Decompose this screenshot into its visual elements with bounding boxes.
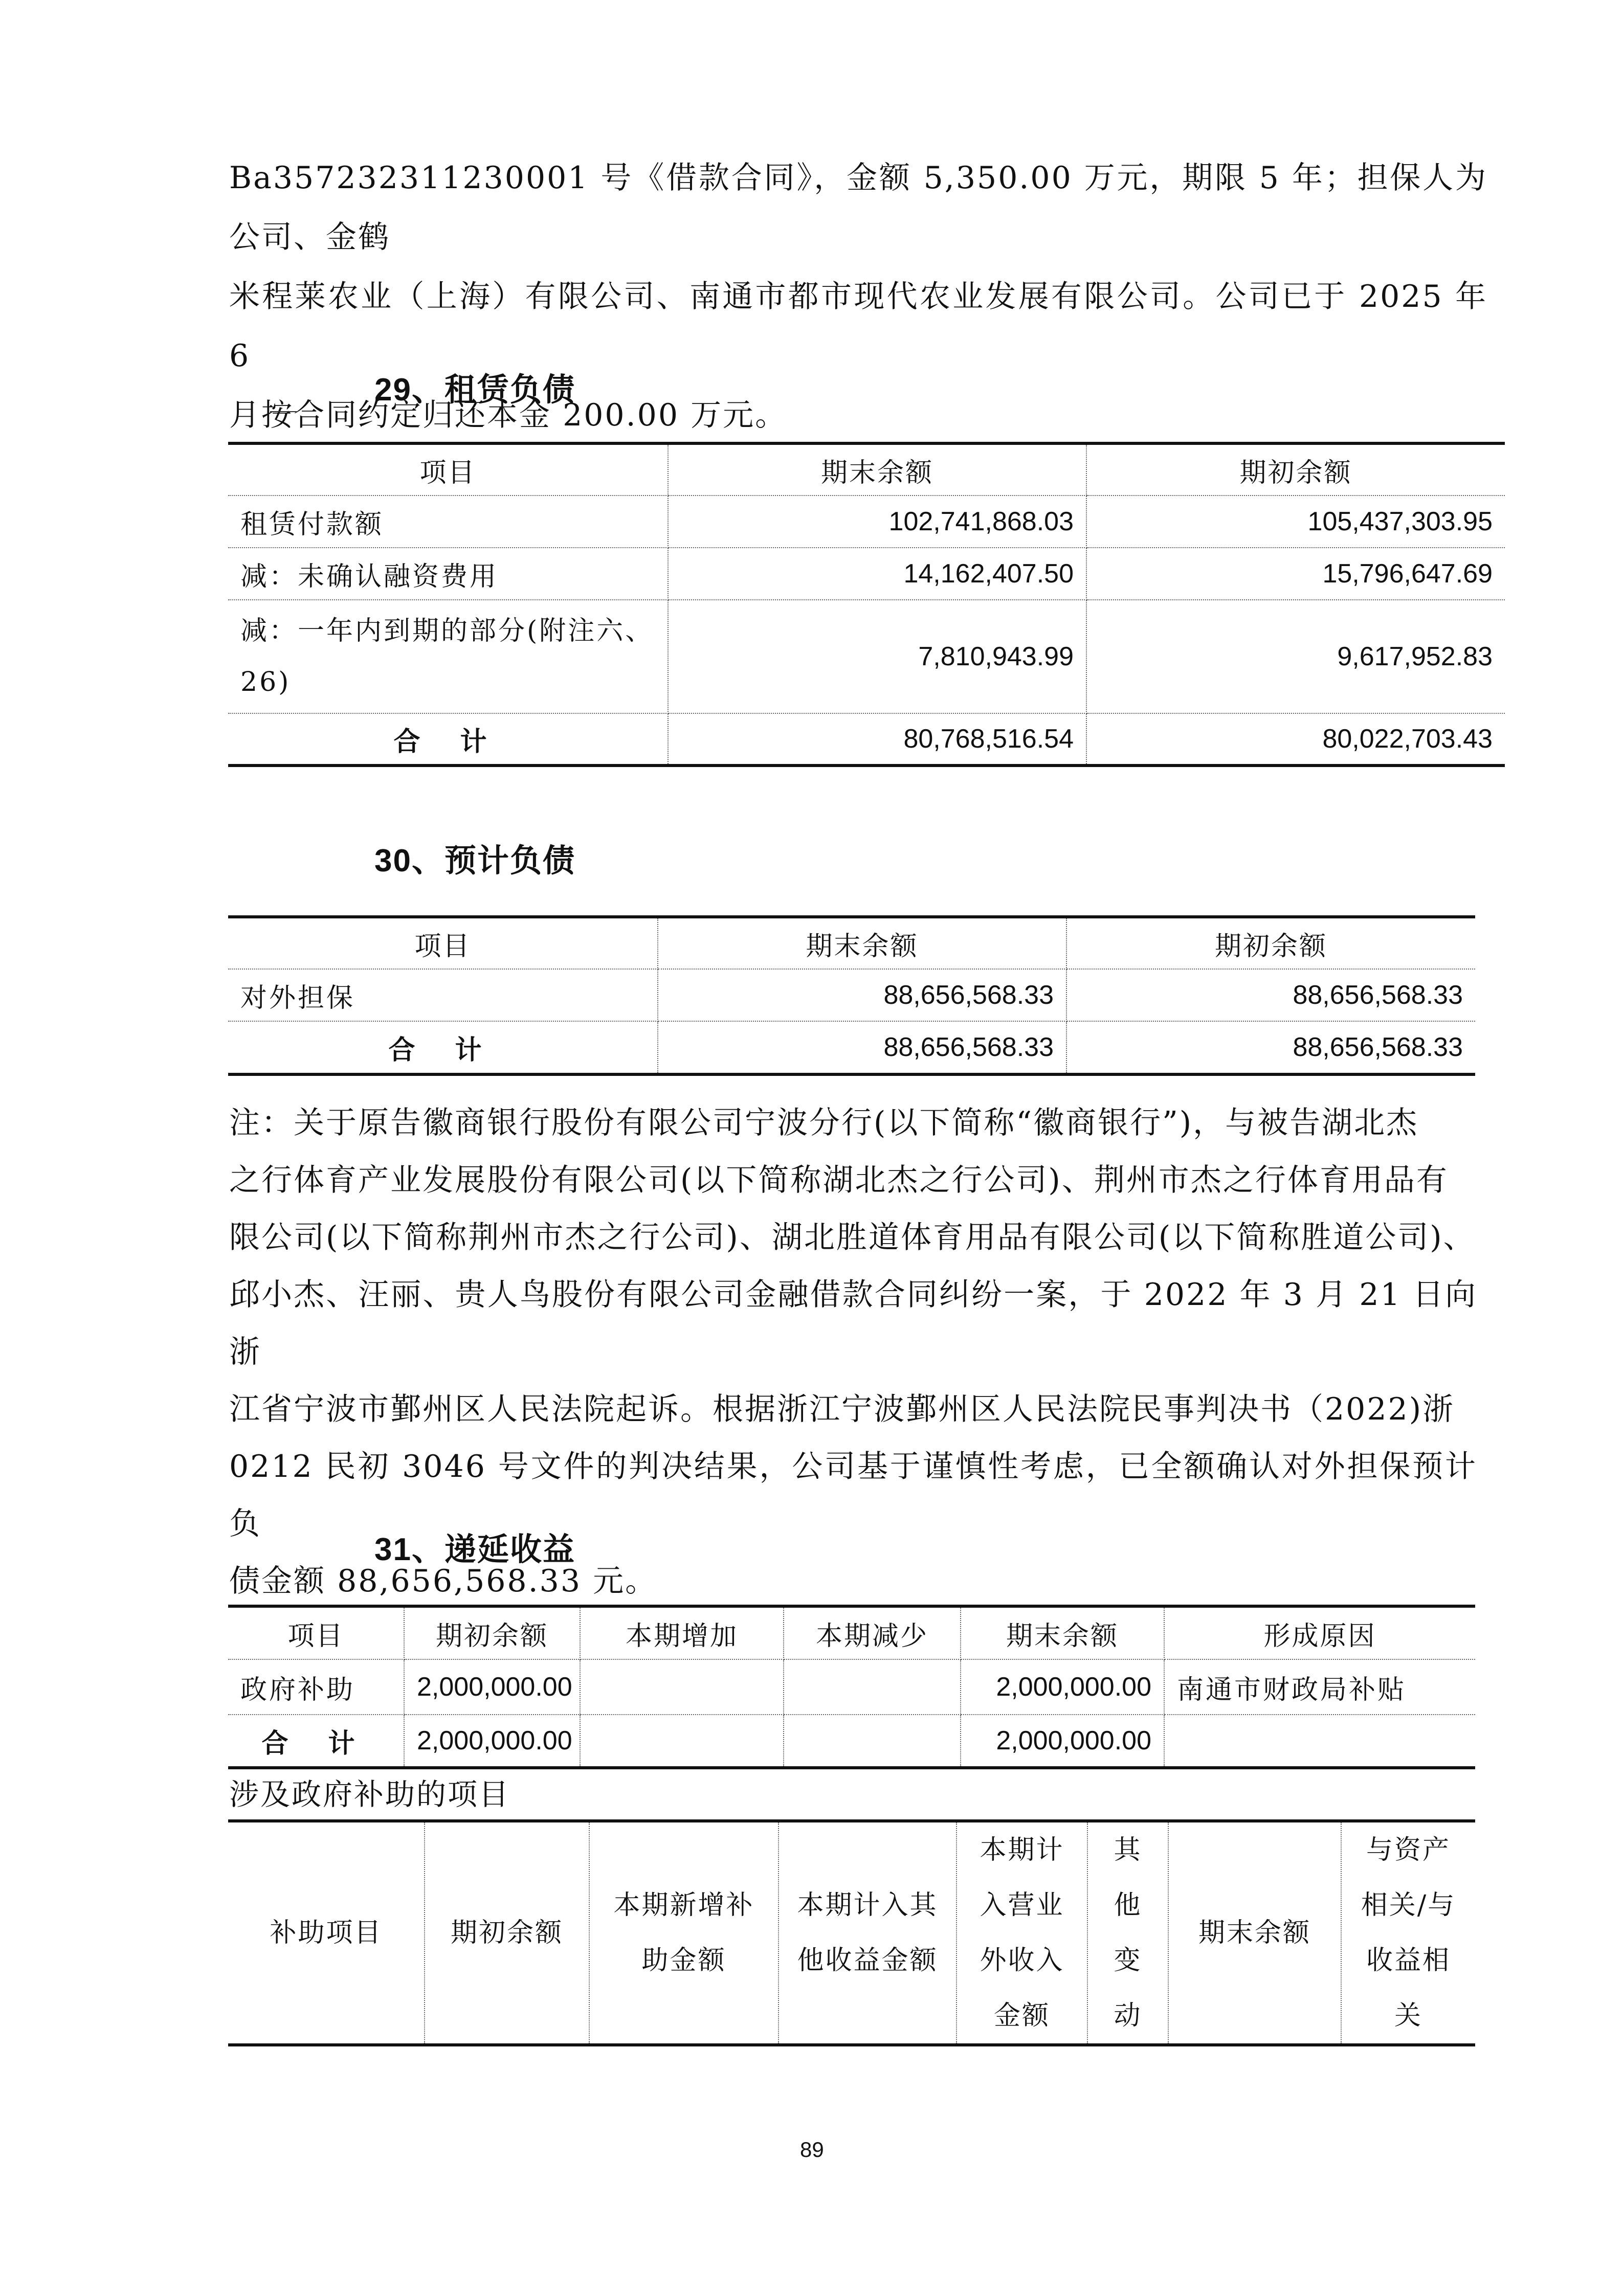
total-label: 合 计 bbox=[228, 1715, 404, 1768]
total-begin-balance: 88,656,568.33 bbox=[1066, 1021, 1475, 1074]
estimated-liability-table bbox=[228, 915, 1475, 1076]
total-end-balance: 88,656,568.33 bbox=[658, 1021, 1066, 1074]
section-30-title: 30、预计负债 bbox=[374, 843, 575, 879]
lease-liability-table bbox=[228, 442, 1505, 767]
total-end-balance: 80,768,516.54 bbox=[668, 713, 1086, 766]
note-line: 注：关于原告徽商银行股份有限公司宁波分行(以下简称“徽商银行”)，与被告湖北杰 bbox=[229, 1105, 1419, 1141]
cell-begin-balance: 2,000,000.00 bbox=[404, 1659, 580, 1715]
cell-end-balance: 7,810,943.99 bbox=[668, 600, 1086, 713]
cell-decrease bbox=[784, 1659, 961, 1715]
cell-end-balance: 88,656,568.33 bbox=[658, 969, 1066, 1021]
col-header-end-balance: 期末余额 bbox=[961, 1606, 1164, 1659]
cell-end-balance: 14,162,407.50 bbox=[668, 548, 1086, 600]
col-header-begin-balance: 期初余额 bbox=[1066, 917, 1475, 969]
total-end-balance: 2,000,000.00 bbox=[961, 1715, 1164, 1768]
col-header-item: 项目 bbox=[228, 917, 658, 969]
col-header-begin-balance: 期初余额 bbox=[1086, 443, 1505, 496]
note-line: 债金额 88,656,568.33 元。 bbox=[229, 1563, 658, 1599]
page-number: 89 bbox=[800, 2137, 824, 2162]
note-line: 江省宁波市鄞州区人民法院起诉。根据浙江宁波鄞州区人民法院民事判决书（2022)浙 bbox=[229, 1391, 1455, 1427]
total-begin-balance: 2,000,000.00 bbox=[404, 1715, 580, 1768]
deferred-income-table bbox=[228, 1605, 1475, 1769]
col-header-end-balance: 期末余额 bbox=[1168, 1821, 1341, 2045]
note-line: 邱小杰、汪丽、贵人鸟股份有限公司金融借款合同纠纷一案，于 2022 年 3 月 21 日向浙 bbox=[229, 1277, 1477, 1370]
cell-end-balance: 102,741,868.03 bbox=[668, 496, 1086, 548]
row-label: 租赁付款额 bbox=[228, 496, 668, 548]
col-header-reason: 形成原因 bbox=[1164, 1606, 1475, 1659]
col-header-non-operating-income: 本期计入营业外收入金额 bbox=[956, 1821, 1087, 2045]
cell-begin-balance: 15,796,647.69 bbox=[1086, 548, 1505, 600]
cell-begin-balance: 88,656,568.33 bbox=[1066, 969, 1475, 1021]
total-reason bbox=[1164, 1715, 1475, 1768]
divider-mark bbox=[270, 411, 297, 412]
note-line: 之行体育产业发展股份有限公司(以下简称湖北杰之行公司)、荆州市杰之行体育用品有 bbox=[229, 1162, 1449, 1198]
total-label: 合 计 bbox=[228, 713, 668, 766]
note-line: 0212 民初 3046 号文件的判决结果，公司基于谨慎性考虑，已全额确认对外担保预计负 bbox=[229, 1449, 1477, 1542]
government-subsidy-table bbox=[228, 1819, 1475, 2046]
note-line: 限公司(以下简称荆州市杰之行公司)、湖北胜道体育用品有限公司(以下简称胜道公司)、 bbox=[229, 1220, 1476, 1255]
total-label: 合 计 bbox=[228, 1021, 658, 1074]
cell-reason: 南通市财政局补贴 bbox=[1164, 1659, 1475, 1715]
col-header-end-balance: 期末余额 bbox=[658, 917, 1066, 969]
col-header-item: 项目 bbox=[228, 443, 668, 496]
total-decrease bbox=[784, 1715, 961, 1768]
col-header-subsidy-item: 补助项目 bbox=[228, 1821, 425, 2045]
intro-line: 米程莱农业（上海）有限公司、南通市都市现代农业发展有限公司。公司已于 2025 年 6 bbox=[229, 279, 1487, 374]
col-header-end-balance: 期末余额 bbox=[668, 443, 1086, 496]
total-increase bbox=[580, 1715, 784, 1768]
col-header-decrease: 本期减少 bbox=[784, 1606, 961, 1659]
row-label: 对外担保 bbox=[228, 969, 658, 1021]
total-begin-balance: 80,022,703.43 bbox=[1086, 713, 1505, 766]
col-header-asset-or-income-related: 与资产相关/与收益相关 bbox=[1341, 1821, 1475, 2045]
row-label: 减：未确认融资费用 bbox=[228, 548, 668, 600]
col-header-begin-balance: 期初余额 bbox=[404, 1606, 580, 1659]
col-header-increase: 本期增加 bbox=[580, 1606, 784, 1659]
cell-increase bbox=[580, 1659, 784, 1715]
section-31-title: 31、递延收益 bbox=[374, 1532, 575, 1567]
row-label: 减：一年内到期的部分(附注六、26) bbox=[228, 600, 668, 713]
cell-begin-balance: 9,617,952.83 bbox=[1086, 600, 1505, 713]
subsidy-subtitle: 涉及政府补助的项目 bbox=[229, 1777, 510, 1812]
row-label: 政府补助 bbox=[228, 1659, 404, 1715]
col-header-new-subsidy: 本期新增补助金额 bbox=[589, 1821, 778, 2045]
cell-begin-balance: 105,437,303.95 bbox=[1086, 496, 1505, 548]
col-header-item: 项目 bbox=[228, 1606, 404, 1659]
col-header-begin-balance: 期初余额 bbox=[425, 1821, 589, 2045]
section-29-title: 29、租赁负债 bbox=[374, 372, 575, 408]
col-header-other-changes: 其他变动 bbox=[1087, 1821, 1168, 2045]
cell-end-balance: 2,000,000.00 bbox=[961, 1659, 1164, 1715]
intro-line: 月按合同约定归还本金 200.00 万元。 bbox=[229, 397, 788, 433]
col-header-other-income: 本期计入其他收益金额 bbox=[778, 1821, 956, 2045]
intro-line: Ba357232311230001 号《借款合同》，金额 5,350.00 万元，期限 5 年；担保人为公司、金鹤 bbox=[229, 160, 1487, 255]
